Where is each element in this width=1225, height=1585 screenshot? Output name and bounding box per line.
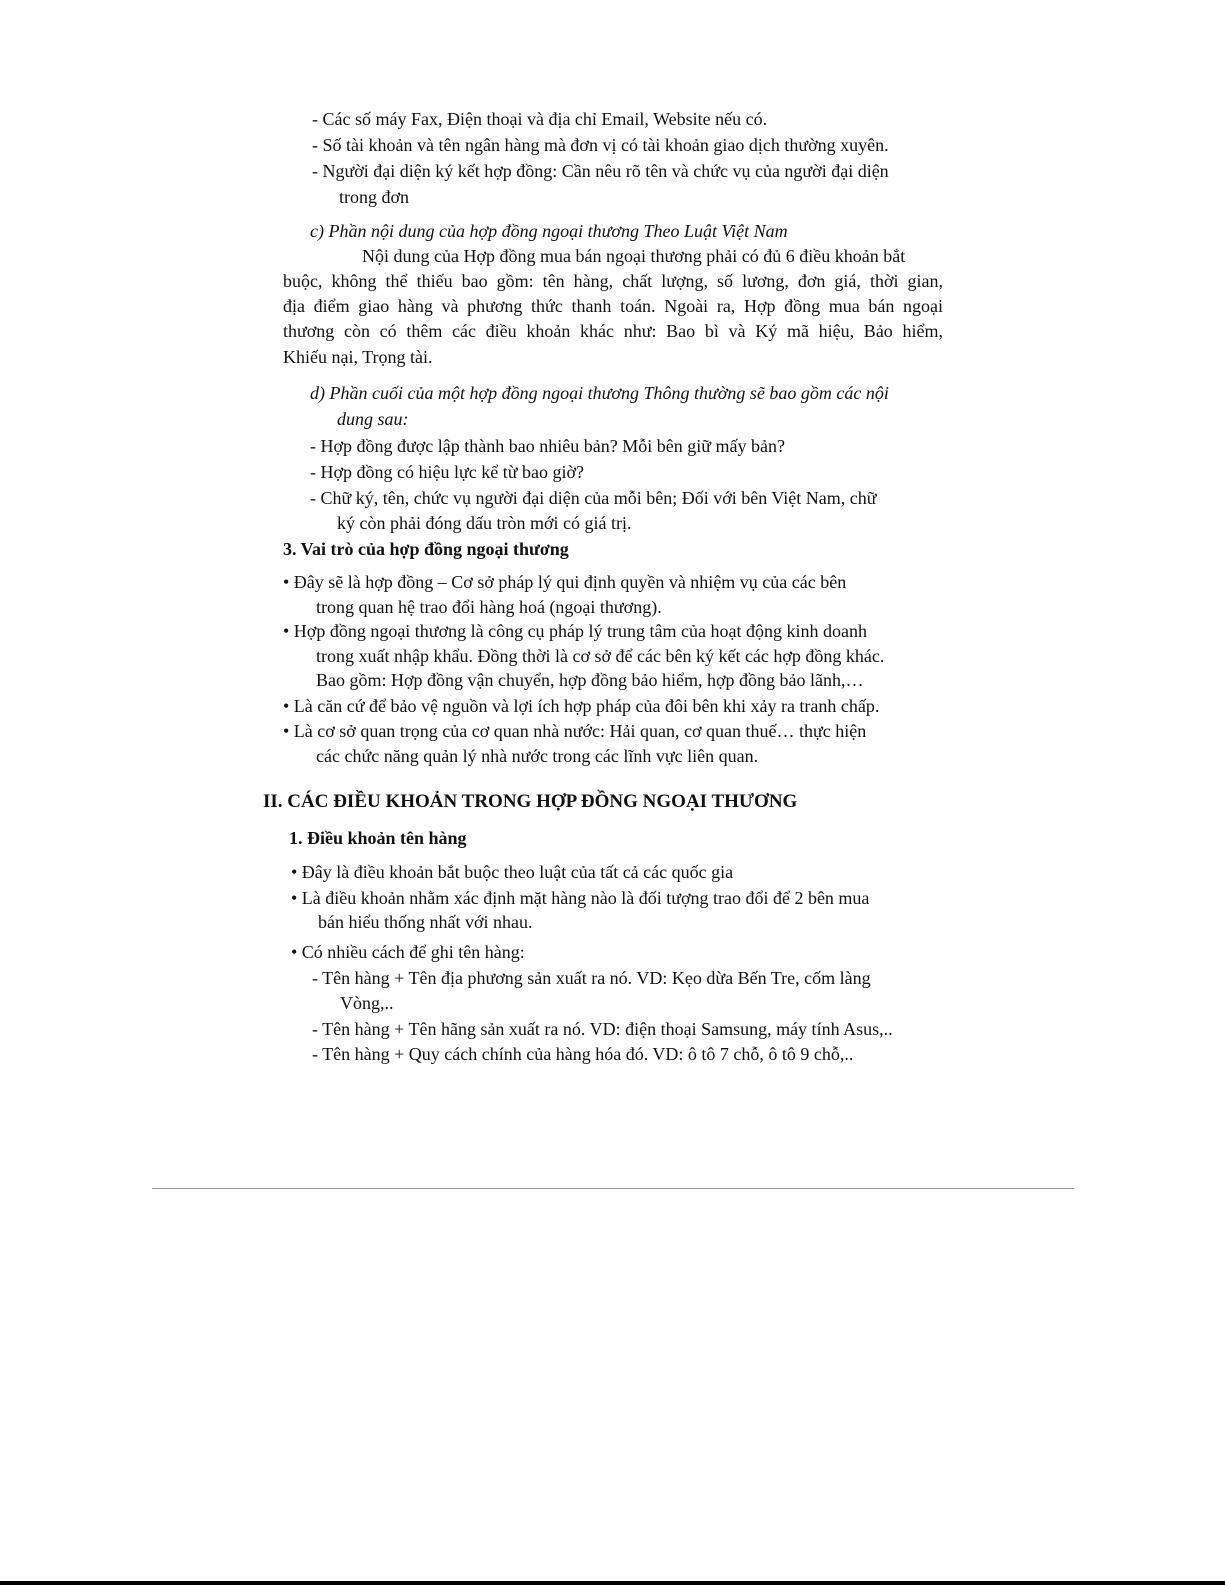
role-bullet-cont: trong quan hệ trao đổi hàng hoá (ngoại thương). (316, 597, 662, 617)
section-d-item: - Chữ ký, tên, chức vụ người đại diện của mỗi bên; Đối với bên Việt Nam, chữ (310, 488, 877, 508)
section-II-item: - Tên hàng + Tên địa phương sản xuất ra nó. VD: Kẹo dừa Bến Tre, cốm làng (312, 968, 871, 988)
section-II-bullet: • Là điều khoản nhằm xác định mặt hàng nào là đối tượng trao đổi để 2 bên mua (291, 888, 870, 908)
section-d-item: - Hợp đồng được lập thành bao nhiêu bản? Mỗi bên giữ mấy bản? (310, 436, 785, 456)
section-II-item: - Tên hàng + Tên hãng sản xuất ra nó. VD: điện thoại Samsung, máy tính Asus,.. (312, 1019, 893, 1039)
section-II-bullet-cont: bán hiểu thống nhất với nhau. (318, 912, 533, 932)
section-II-item-cont: Vòng,.. (340, 993, 394, 1013)
contact-rep-line: - Người đại diện ký kết hợp đồng: Cần nêu rõ tên và chức vụ của người đại diện (312, 161, 889, 181)
section-II-bullet: • Có nhiều cách để ghi tên hàng: (291, 942, 525, 962)
contact-fax-line: - Các số máy Fax, Điện thoại và địa chỉ Email, Website nếu có. (312, 109, 768, 129)
section-II-subheading: 1. Điều khoản tên hàng (289, 828, 467, 848)
role-heading: 3. Vai trò của hợp đồng ngoại thương (283, 539, 569, 559)
section-c-para-line: buộc, không thể thiếu bao gồm: tên hàng, chất lượng, số lương, đơn giá, thời gian, (283, 271, 943, 291)
section-c-para-line: thương còn có thêm các điều khoản khác như: Bao bì và Ký mã hiệu, Bảo hiểm, (283, 321, 943, 341)
role-bullet: • Là cơ sở quan trọng của cơ quan nhà nước: Hải quan, cơ quan thuế… thực hiện (283, 721, 867, 741)
page-footer-divider (152, 1188, 1074, 1189)
section-II-bullet: • Đây là điều khoản bắt buộc theo luật của tất cả các quốc gia (291, 862, 734, 882)
section-c-para-line: địa điểm giao hàng và phương thức thanh toán. Ngoài ra, Hợp đồng mua bán ngoại (283, 296, 943, 316)
section-d-heading-cont: dung sau: (337, 409, 409, 429)
role-bullet: • Hợp đồng ngoại thương là công cụ pháp lý trung tâm của hoạt động kinh doanh (283, 621, 867, 641)
role-bullet-cont: các chức năng quản lý nhà nước trong các lĩnh vực liên quan. (316, 746, 759, 766)
role-bullet: • Là căn cứ để bảo vệ nguồn và lợi ích hợp pháp của đôi bên khi xảy ra tranh chấp. (283, 696, 880, 716)
section-II-heading: II. CÁC ĐIỀU KHOẢN TRONG HỢP ĐỒNG NGOẠI THƯƠNG (263, 791, 798, 812)
section-d-item-cont: ký còn phải đóng dấu tròn mới có giá trị. (337, 513, 632, 533)
section-c-heading: c) Phần nội dung của hợp đồng ngoại thương Theo Luật Việt Nam (310, 221, 788, 241)
section-II-item: - Tên hàng + Quy cách chính của hàng hóa đó. VD: ô tô 7 chỗ, ô tô 9 chỗ,.. (312, 1044, 854, 1064)
page-bottom-edge (0, 1581, 1225, 1585)
section-c-para-line: Khiếu nại, Trọng tài. (283, 347, 433, 367)
role-bullet: • Đây sẽ là hợp đồng – Cơ sở pháp lý qui định quyền và nhiệm vụ của các bên (283, 572, 847, 592)
section-c-para-line: Nội dung của Hợp đồng mua bán ngoại thương phải có đủ 6 điều khoản bắt (362, 246, 906, 266)
role-bullet-cont: Bao gồm: Hợp đồng vận chuyển, hợp đồng bảo hiểm, hợp đồng bảo lãnh,… (316, 670, 864, 690)
section-d-heading: d) Phần cuối của một hợp đồng ngoại thương Thông thường sẽ bao gồm các nội (310, 383, 889, 403)
role-bullet-cont: trong xuất nhập khẩu. Đồng thời là cơ sở để các bên ký kết các hợp đồng khác. (316, 646, 885, 666)
contact-rep-line-cont: trong đơn (339, 187, 410, 207)
contact-bank-line: - Số tài khoản và tên ngân hàng mà đơn vị có tài khoản giao dịch thường xuyên. (312, 135, 889, 155)
section-d-item: - Hợp đồng có hiệu lực kể từ bao giờ? (310, 462, 584, 482)
